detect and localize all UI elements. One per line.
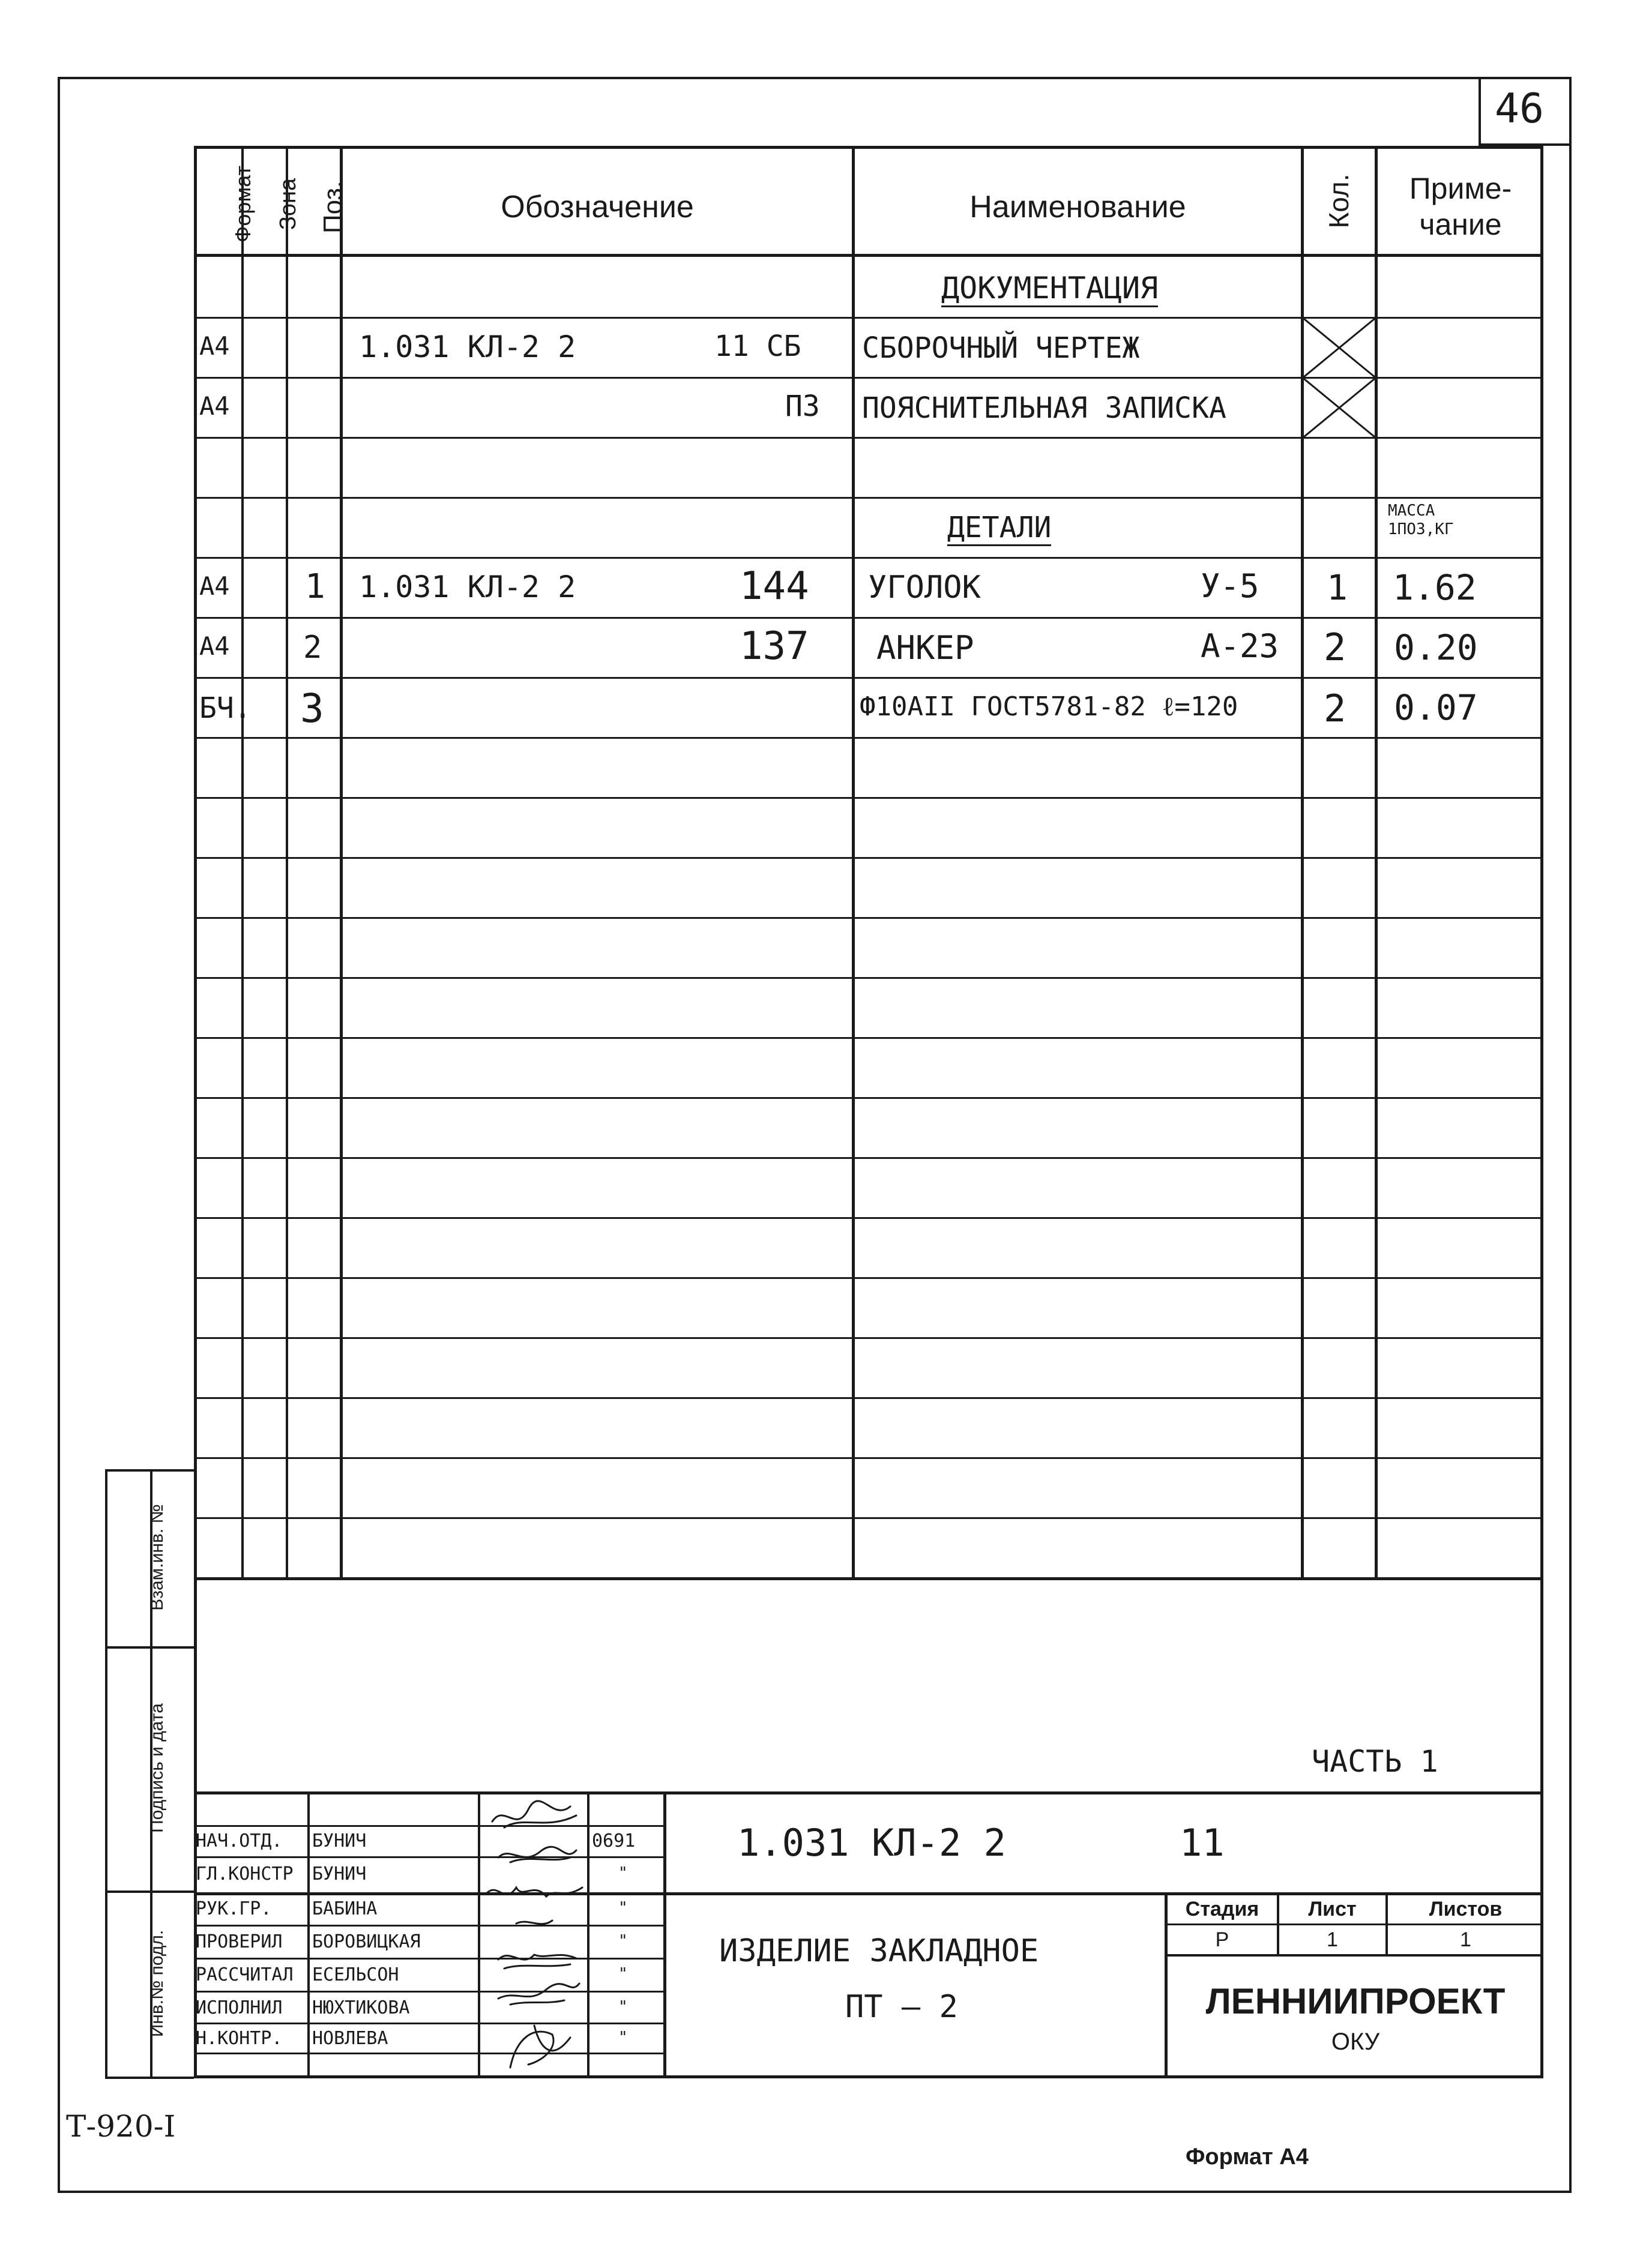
date-4: " bbox=[618, 1932, 628, 1950]
row5-name: Ф10АII ГОСТ5781-82 ℓ=120 bbox=[860, 691, 1238, 722]
row5-qty: 2 bbox=[1324, 687, 1346, 730]
role-3: РУК.ГР. bbox=[196, 1898, 272, 1919]
row3-mass: 1.62 bbox=[1393, 567, 1477, 608]
side-replaced-inv: Взам.инв. № bbox=[147, 1504, 167, 1611]
role-5: РАССЧИТАЛ bbox=[196, 1964, 294, 1985]
stage-label: Стадия bbox=[1185, 1898, 1259, 1921]
row3-qty: 1 bbox=[1327, 567, 1348, 608]
organization-dept: ОКУ bbox=[1331, 2029, 1380, 2055]
doc-code-suffix: 11 bbox=[1180, 1821, 1225, 1865]
sheet-number: 46 bbox=[1495, 85, 1544, 133]
product-name-2: ПТ – 2 bbox=[845, 1989, 958, 2025]
row5-format: БЧ. bbox=[199, 691, 252, 725]
row4-mass: 0.20 bbox=[1394, 627, 1478, 668]
row1-designation-suffix: 11 СБ bbox=[714, 329, 801, 363]
date-5: " bbox=[618, 1965, 628, 1983]
row5-mass: 0.07 bbox=[1394, 687, 1478, 728]
header-designation: Обозначение bbox=[501, 190, 694, 224]
product-name-1: ИЗДЕЛИЕ ЗАКЛАДНОЕ bbox=[719, 1933, 1039, 1969]
footer-format: Формат А4 bbox=[1186, 2144, 1309, 2170]
signatures bbox=[480, 1797, 587, 2077]
date-1: 0691 bbox=[592, 1830, 636, 1851]
row5-pos: 3 bbox=[300, 685, 324, 732]
row2-name: ПОЯСНИТЕЛЬНАЯ ЗАПИСКА bbox=[862, 391, 1226, 425]
row1-format: А4 bbox=[199, 331, 230, 361]
name-7: НОВЛЕВА bbox=[312, 2028, 388, 2049]
name-1: БУНИЧ bbox=[312, 1830, 367, 1851]
organization-name: ЛЕННИИПРОЕКТ bbox=[1205, 1981, 1506, 2021]
header-zone: Зона bbox=[276, 178, 301, 230]
row4-designation-suffix: 137 bbox=[740, 624, 809, 669]
section-parts: ДЕТАЛИ bbox=[947, 513, 1051, 546]
date-2: " bbox=[618, 1864, 628, 1882]
name-6: НЮХТИКОВА bbox=[312, 1997, 410, 2018]
row1-designation: 1.031 КЛ-2 2 bbox=[359, 329, 576, 364]
row3-name: УГОЛОК bbox=[868, 570, 981, 606]
qty-crossed-out-2 bbox=[1304, 379, 1375, 437]
row3-pos: 1 bbox=[305, 567, 325, 606]
role-7: Н.КОНТР. bbox=[196, 2028, 283, 2049]
side-sign-date: Подпись и дата bbox=[147, 1703, 167, 1833]
row4-name-mark: А-23 bbox=[1201, 627, 1279, 665]
sheet-value: 1 bbox=[1327, 1928, 1338, 1951]
date-3: " bbox=[618, 1899, 628, 1917]
header-pos: Поз. bbox=[318, 181, 348, 233]
row3-format: А4 bbox=[199, 571, 230, 601]
row4-pos: 2 bbox=[303, 630, 322, 666]
row4-format: А4 bbox=[199, 631, 230, 661]
role-2: ГЛ.КОНСТР bbox=[196, 1863, 294, 1884]
part-label: ЧАСТЬ 1 bbox=[1312, 1744, 1438, 1779]
header-qty: Кол. bbox=[1323, 173, 1354, 229]
doc-code: 1.031 КЛ-2 2 bbox=[737, 1821, 1006, 1865]
row1-name: СБОРОЧНЫЙ ЧЕРТЕЖ bbox=[862, 331, 1140, 365]
role-4: ПРОВЕРИЛ bbox=[196, 1931, 283, 1952]
stage-value: Р bbox=[1215, 1928, 1229, 1951]
row2-designation-suffix: ПЗ bbox=[785, 390, 820, 423]
qty-crossed-out-1 bbox=[1304, 319, 1375, 377]
sheets-value: 1 bbox=[1460, 1928, 1471, 1951]
header-note-1: Приме- bbox=[1409, 172, 1512, 205]
row4-name: АНКЕР bbox=[876, 629, 974, 667]
role-6: ИСПОЛНИЛ bbox=[196, 1997, 283, 2018]
name-5: ЕСЕЛЬСОН bbox=[312, 1964, 399, 1985]
name-2: БУНИЧ bbox=[312, 1863, 367, 1884]
role-1: НАЧ.ОТД. bbox=[196, 1830, 283, 1851]
sheets-label: Листов bbox=[1429, 1898, 1503, 1921]
row3-designation: 1.031 КЛ-2 2 bbox=[359, 570, 576, 604]
mass-note: МАССА 1ПОЗ,КГ bbox=[1388, 502, 1454, 539]
footer-code: Т-920-I bbox=[66, 2109, 176, 2144]
row4-qty: 2 bbox=[1324, 625, 1346, 669]
row2-format: А4 bbox=[199, 391, 230, 421]
row3-name-mark: У-5 bbox=[1201, 567, 1259, 605]
name-4: БОРОВИЦКАЯ bbox=[312, 1931, 421, 1952]
row3-designation-suffix: 144 bbox=[740, 564, 809, 609]
sheet-label: Лист bbox=[1308, 1898, 1357, 1921]
section-documentation: ДОКУМЕНТАЦИЯ bbox=[941, 273, 1158, 307]
header-note-2: чание bbox=[1419, 208, 1502, 241]
side-orig-inv: Инв.№ подл. bbox=[147, 1930, 167, 2038]
date-7: " bbox=[618, 2029, 628, 2047]
header-name: Наименование bbox=[969, 190, 1186, 224]
name-3: БАБИНА bbox=[312, 1898, 378, 1919]
header-format: Формат bbox=[231, 166, 255, 242]
date-6: " bbox=[618, 1998, 628, 2016]
